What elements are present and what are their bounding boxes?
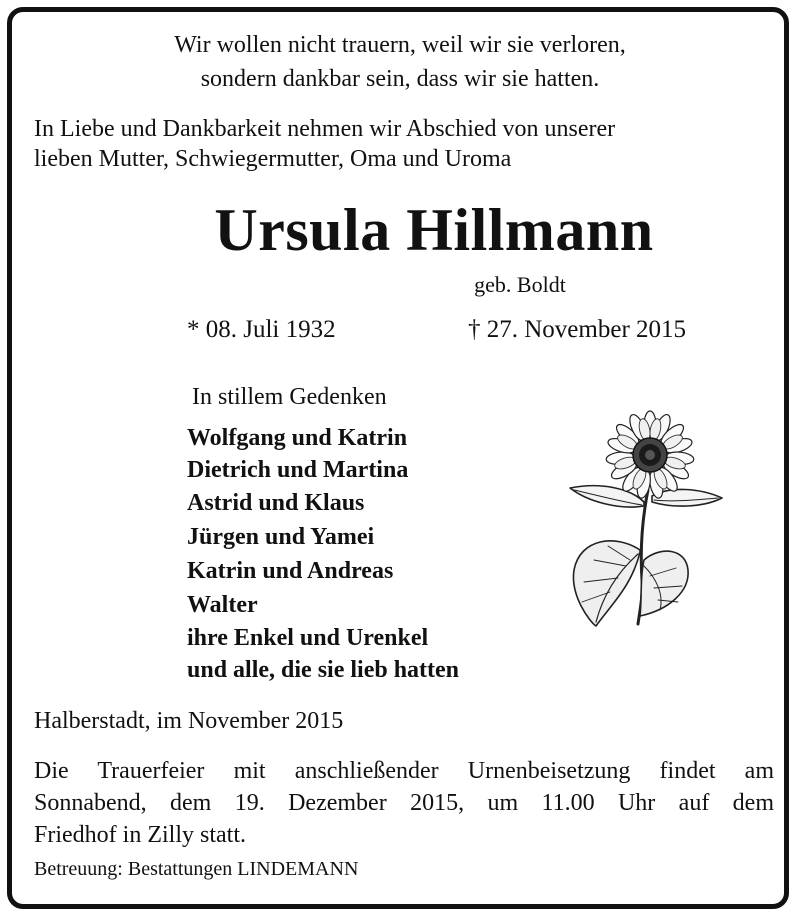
motto-line-1: Wir wollen nicht trauern, weil wir sie verloren, bbox=[174, 32, 626, 58]
deceased-name: Ursula Hillmann bbox=[214, 197, 654, 263]
place-date: Halberstadt, im November 2015 bbox=[34, 708, 344, 734]
mourner-name: Wolfgang und Katrin bbox=[187, 425, 408, 451]
birth-name: geb. Boldt bbox=[474, 272, 566, 297]
motto-line-2: sondern dankbar sein, dass wir sie hatten. bbox=[200, 66, 600, 92]
mourner-name: Katrin und Andreas bbox=[187, 558, 394, 584]
sunflower-icon bbox=[560, 410, 730, 635]
mourner-name: und alle, die sie lieb hatten bbox=[187, 657, 460, 683]
intro-line-1: In Liebe und Dankbarkeit nehmen wir Abschied von unserer bbox=[34, 116, 616, 142]
ceremony-line-2: Sonnabend, dem 19. Dezember 2015, um 11.00 Uhr auf dem bbox=[34, 790, 774, 816]
mourner-name: Walter bbox=[187, 592, 258, 618]
ceremony-line-1: Die Trauerfeier mit anschließender Urnenbeisetzung findet am bbox=[34, 758, 774, 784]
mourner-name: Jürgen und Yamei bbox=[187, 524, 375, 550]
mourners-heading: In stillem Gedenken bbox=[192, 384, 387, 410]
mourner-name: Dietrich und Martina bbox=[187, 457, 409, 483]
ceremony-line-3: Friedhof in Zilly statt. bbox=[34, 822, 246, 848]
mourner-name: ihre Enkel und Urenkel bbox=[187, 625, 429, 651]
birth-date: * 08. Juli 1932 bbox=[187, 316, 336, 343]
death-date: † 27. November 2015 bbox=[468, 316, 687, 343]
undertaker-note: Betreuung: Bestattungen LINDEMANN bbox=[34, 858, 359, 880]
mourner-name: Astrid und Klaus bbox=[187, 490, 365, 516]
intro-line-2: lieben Mutter, Schwiegermutter, Oma und Uroma bbox=[34, 146, 512, 172]
